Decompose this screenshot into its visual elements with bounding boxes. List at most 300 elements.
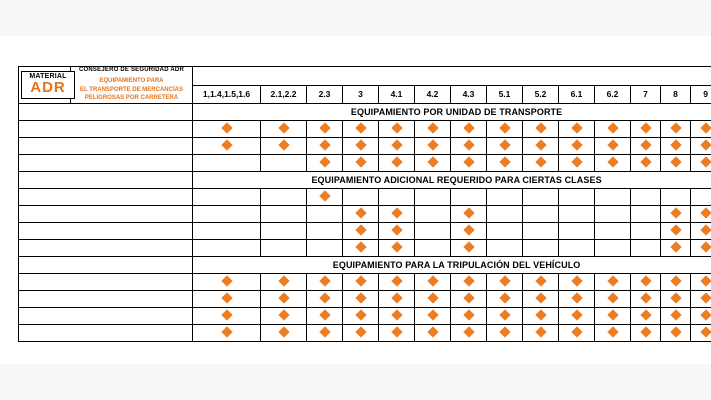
class-header-8: 5.1 [487,85,523,104]
section-title: EQUIPAMIENTO PARA LA TRIPULACIÓN DEL VEHÍCULO [193,257,711,274]
mark-cell-required [415,121,451,138]
mark-cell-required [559,291,595,308]
section-spacer [19,104,193,121]
mark-cell-required [691,121,711,138]
mark-cell-required [343,240,379,257]
equipment-label: SEÑALES DE ADVERTENCIA [19,138,193,155]
diamond-icon [391,309,402,320]
mark-cell-empty [559,240,595,257]
diamond-icon [700,207,711,218]
diamond-icon [427,122,438,133]
mark-cell-empty [261,206,307,223]
mark-cell-required [307,325,343,342]
equipment-label: LÍQUIDO LAVAOJOS [19,155,193,172]
mark-cell-empty [523,240,559,257]
diamond-icon [535,139,546,150]
mark-cell-empty [487,189,523,206]
mark-cell-required [379,138,415,155]
diamond-icon [640,309,651,320]
diamond-icon [499,139,510,150]
mark-cell-required [343,274,379,291]
diamond-icon [278,122,289,133]
mark-cell-required [343,325,379,342]
mark-cell-required [193,325,261,342]
diamond-icon [355,139,366,150]
mark-cell-empty [559,223,595,240]
mark-cell-required [415,155,451,172]
mark-cell-required [415,291,451,308]
mark-cell-required [691,240,711,257]
table-row [19,189,711,206]
equipment-label: PALA [19,206,193,223]
diamond-icon [391,122,402,133]
mark-cell-required [631,291,661,308]
diamond-icon [640,292,651,303]
consejero-line: CONSEJERO DE SEGURIDAD ADR [79,67,184,73]
mark-cell-empty [415,206,451,223]
section-title: EQUIPAMIENTO ADICIONAL REQUERIDO PARA CIERTAS CLASES [193,172,711,189]
diamond-icon [700,122,711,133]
mark-cell-required [661,138,691,155]
diamond-icon [499,275,510,286]
mark-cell-empty [631,223,661,240]
adr-logo [19,67,71,104]
mark-cell-required [523,291,559,308]
mark-cell-required [523,308,559,325]
mark-cell-required [379,240,415,257]
diamond-icon [463,292,474,303]
mark-cell-required [487,291,523,308]
mark-cell-empty [691,189,711,206]
diamond-icon [221,139,232,150]
mark-cell-required [595,291,631,308]
mark-cell-required [559,274,595,291]
mark-cell-required [415,274,451,291]
diamond-icon [221,326,232,337]
diamond-icon [499,122,510,133]
mark-cell-required [487,325,523,342]
mark-cell-required [559,155,595,172]
mark-cell-required [379,223,415,240]
diamond-icon [571,326,582,337]
equipment-label: GAFAS [19,325,193,342]
class-header-2: 2.1,2.2 [261,85,307,104]
diamond-icon [607,309,618,320]
diamond-icon [499,326,510,337]
mark-cell-empty [261,155,307,172]
mark-cell-required [631,325,661,342]
mark-cell-required [379,308,415,325]
diamond-icon [278,139,289,150]
mark-cell-required [379,291,415,308]
mark-cell-empty [379,189,415,206]
diamond-icon [700,224,711,235]
mark-cell-required [595,274,631,291]
mark-cell-required [487,274,523,291]
diamond-icon [499,292,510,303]
mark-cell-required [487,308,523,325]
mark-cell-required [379,155,415,172]
diamond-icon [319,292,330,303]
diamond-icon [670,122,681,133]
diamond-icon [571,122,582,133]
diamond-icon [319,139,330,150]
mark-cell-required [631,121,661,138]
mark-cell-empty [307,223,343,240]
diamond-icon [571,292,582,303]
mark-cell-required [261,274,307,291]
table-row [19,138,711,155]
mark-cell-required [307,291,343,308]
mark-cell-empty [307,240,343,257]
diamond-icon [670,139,681,150]
mark-cell-required [451,121,487,138]
diamond-icon [607,122,618,133]
diamond-icon [640,139,651,150]
mark-cell-required [661,274,691,291]
diamond-icon [463,241,474,252]
mark-cell-required [661,325,691,342]
diamond-icon [463,139,474,150]
mark-cell-required [379,206,415,223]
class-header-1: 1,1.4,1.5,1.6 [193,85,261,104]
diamond-icon [700,156,711,167]
mark-cell-required [559,325,595,342]
diamond-icon [427,309,438,320]
mark-cell-required [523,138,559,155]
diamond-icon [571,309,582,320]
mark-cell-empty [261,223,307,240]
mark-cell-required [261,291,307,308]
mark-cell-empty [193,155,261,172]
mark-cell-required [559,308,595,325]
mark-cell-required [261,138,307,155]
mark-cell-required [193,274,261,291]
subtitle-lines: EQUIPAMIENTO PARA EL TRANSPORTE DE MERCANCÍAS PELIGROSAS POR CARRETERA [80,78,183,102]
mark-cell-empty [631,240,661,257]
diamond-icon [535,122,546,133]
mark-cell-required [451,274,487,291]
section-header-row [19,257,711,274]
diamond-icon [607,139,618,150]
diamond-icon [427,292,438,303]
mark-cell-empty [661,189,691,206]
table-row [19,325,711,342]
diamond-icon [391,275,402,286]
mark-cell-required [193,308,261,325]
diamond-icon [355,156,366,167]
mark-cell-required [691,138,711,155]
mark-cell-required [487,138,523,155]
adr-equipment-table [18,66,711,342]
mark-cell-empty [343,189,379,206]
mark-cell-required [661,223,691,240]
mark-cell-required [631,308,661,325]
diamond-icon [355,292,366,303]
diamond-icon [355,241,366,252]
mark-cell-required [451,240,487,257]
mark-cell-required [595,155,631,172]
diamond-icon [319,275,330,286]
class-header-14: 9 [691,85,711,104]
mark-cell-required [193,291,261,308]
diamond-icon [607,326,618,337]
diamond-icon [427,326,438,337]
diamond-icon [607,275,618,286]
mark-cell-empty [487,240,523,257]
mark-cell-required [661,291,691,308]
diamond-icon [700,292,711,303]
diamond-icon [319,122,330,133]
diamond-icon [499,156,510,167]
diamond-icon [427,156,438,167]
diamond-icon [571,139,582,150]
mark-cell-required [261,325,307,342]
diamond-icon [640,275,651,286]
diamond-icon [571,275,582,286]
mark-cell-required [691,155,711,172]
diamond-icon [391,292,402,303]
mark-cell-required [595,138,631,155]
diamond-icon [355,309,366,320]
diamond-icon [640,156,651,167]
mark-cell-required [631,155,661,172]
diamond-icon [670,207,681,218]
diamond-icon [355,275,366,286]
mark-cell-empty [595,223,631,240]
mark-cell-empty [261,189,307,206]
diamond-icon [670,156,681,167]
mark-cell-required [487,121,523,138]
mark-cell-required [631,138,661,155]
mark-cell-required [595,121,631,138]
table-row [19,206,711,223]
diamond-icon [463,309,474,320]
diamond-icon [463,326,474,337]
diamond-icon [319,309,330,320]
mark-cell-required [661,155,691,172]
diamond-icon [700,139,711,150]
diamond-icon [221,122,232,133]
table-row [19,308,711,325]
diamond-icon [391,326,402,337]
diamond-icon [463,207,474,218]
mark-cell-empty [193,240,261,257]
mark-cell-empty [451,189,487,206]
mark-cell-required [559,138,595,155]
mark-cell-required [415,308,451,325]
diamond-icon [670,309,681,320]
diamond-icon [463,156,474,167]
equipment-label: LINTERNA [19,291,193,308]
section-header-row [19,104,711,121]
mark-cell-required [451,325,487,342]
diamond-icon [391,224,402,235]
diamond-icon [278,326,289,337]
mark-cell-required [691,291,711,308]
mark-cell-required [523,274,559,291]
diamond-icon [670,292,681,303]
diamond-icon [499,309,510,320]
mark-cell-empty [631,206,661,223]
diamond-icon [355,224,366,235]
mark-cell-empty [523,189,559,206]
diamond-icon [278,309,289,320]
mark-cell-empty [261,240,307,257]
mark-cell-required [379,325,415,342]
mark-cell-empty [523,206,559,223]
mark-cell-required [379,121,415,138]
diamond-icon [319,156,330,167]
mark-cell-required [415,138,451,155]
diamond-icon [535,156,546,167]
diamond-icon [700,275,711,286]
class-header-13: 8 [661,85,691,104]
mark-cell-empty [415,240,451,257]
diamond-icon [640,326,651,337]
equipment-label: CHALECO [19,274,193,291]
diamond-icon [427,275,438,286]
diamond-icon [535,326,546,337]
diamond-icon [607,156,618,167]
class-header-7: 4.3 [451,85,487,104]
diamond-icon [391,156,402,167]
mark-cell-required [343,121,379,138]
mark-cell-required [343,138,379,155]
mark-cell-required [415,325,451,342]
class-header-5: 4.1 [379,85,415,104]
table-row [19,240,711,257]
mark-cell-required [691,206,711,223]
diamond-icon [535,309,546,320]
document-subtitle-block [71,67,193,104]
mark-cell-required [193,121,261,138]
mark-cell-empty [559,189,595,206]
mark-cell-empty [487,206,523,223]
equipment-label: MÁSCARA [19,189,193,206]
mark-cell-empty [193,223,261,240]
mark-cell-required [307,138,343,155]
diamond-icon [463,122,474,133]
diamond-icon [355,207,366,218]
section-spacer [19,257,193,274]
diamond-icon [319,190,330,201]
mark-cell-required [661,121,691,138]
mark-cell-required [523,325,559,342]
diamond-icon [391,207,402,218]
mark-cell-required [631,274,661,291]
mark-cell-required [559,121,595,138]
table-row [19,155,711,172]
class-header-4: 3 [343,85,379,104]
mark-cell-required [661,308,691,325]
diamond-icon [391,139,402,150]
diamond-icon [221,309,232,320]
diamond-icon [391,241,402,252]
equipment-label: RECIPIENTE COLECTOR [19,240,193,257]
mark-cell-empty [193,189,261,206]
mark-cell-required [487,155,523,172]
class-header-11: 6.2 [595,85,631,104]
mark-cell-required [343,308,379,325]
equipment-label: OBTURADOR [19,223,193,240]
mark-cell-required [595,308,631,325]
diamond-icon [355,122,366,133]
mark-cell-required [193,138,261,155]
diamond-icon [670,241,681,252]
mark-cell-required [261,121,307,138]
mark-cell-required [261,308,307,325]
mark-cell-required [343,223,379,240]
diamond-icon [670,275,681,286]
table-row [19,121,711,138]
mark-cell-empty [595,240,631,257]
class-header-12: 7 [631,85,661,104]
diamond-icon [427,139,438,150]
mark-cell-empty [559,206,595,223]
diamond-icon [670,326,681,337]
diamond-icon [319,326,330,337]
mark-cell-required [451,138,487,155]
diamond-icon [463,275,474,286]
main-header: ETIQUETAS DE PELIGRO ADR 2025 [193,67,711,86]
mark-cell-required [691,274,711,291]
mark-cell-required [307,155,343,172]
mark-cell-empty [415,189,451,206]
diamond-icon [221,292,232,303]
mark-cell-required [343,155,379,172]
mark-cell-required [595,325,631,342]
mark-cell-empty [307,206,343,223]
section-header-row [19,172,711,189]
class-header-9: 5.2 [523,85,559,104]
section-title: EQUIPAMIENTO POR UNIDAD DE TRANSPORTE [193,104,711,121]
mark-cell-required [307,274,343,291]
table-row [19,223,711,240]
top-band [0,0,711,36]
mark-cell-empty [415,223,451,240]
equipment-label: CALZO [19,121,193,138]
header-row-title [19,67,711,86]
mark-cell-required [451,308,487,325]
diamond-icon [700,309,711,320]
diamond-icon [700,241,711,252]
diamond-icon [221,275,232,286]
mark-cell-required [307,189,343,206]
mark-cell-required [451,291,487,308]
mark-cell-required [307,308,343,325]
mark-cell-required [307,121,343,138]
mark-cell-required [343,291,379,308]
table-row [19,291,711,308]
mark-cell-required [343,206,379,223]
mark-cell-required [691,223,711,240]
diamond-icon [640,122,651,133]
class-header-3: 2.3 [307,85,343,104]
diamond-icon [278,275,289,286]
mark-cell-required [691,308,711,325]
diamond-icon [670,224,681,235]
mark-cell-required [523,121,559,138]
mark-cell-required [451,155,487,172]
mark-cell-required [451,223,487,240]
diamond-icon [700,326,711,337]
diamond-icon [535,292,546,303]
diamond-icon [535,275,546,286]
diamond-icon [278,292,289,303]
diamond-icon [607,292,618,303]
class-header-6: 4.2 [415,85,451,104]
